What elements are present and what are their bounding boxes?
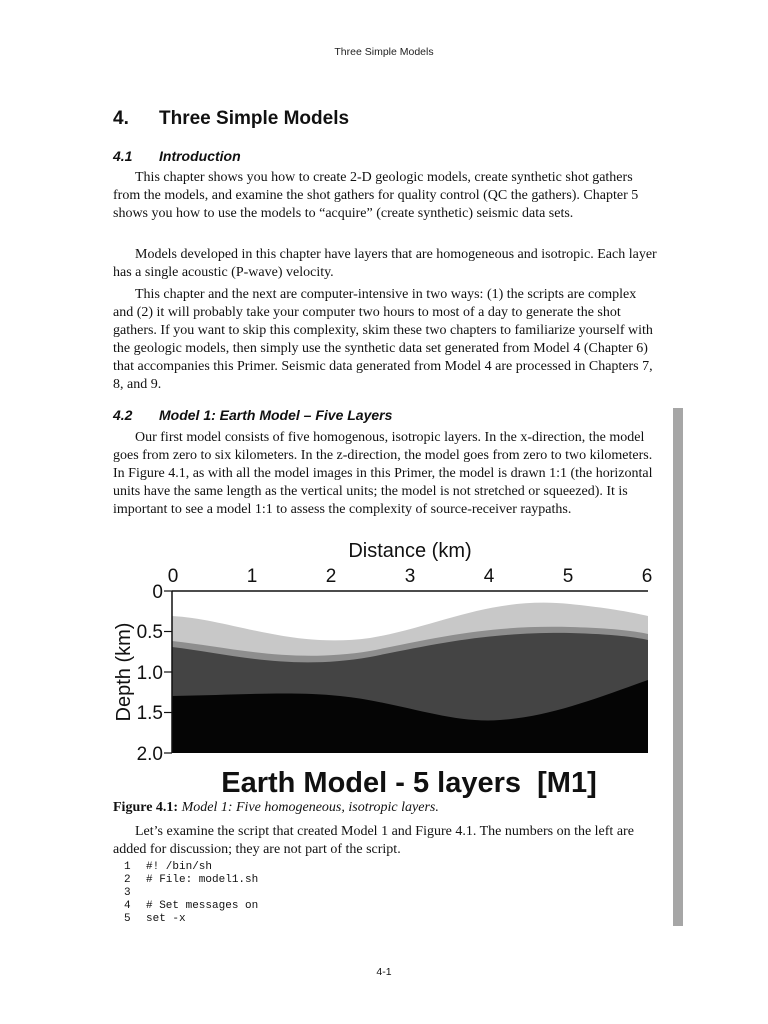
- x-tick-label: 6: [641, 566, 653, 587]
- x-tick-label: 2: [325, 566, 337, 587]
- code-line: [124, 874, 258, 887]
- section-title: Model 1: Earth Model – Five Layers: [159, 407, 393, 423]
- section-heading-4-2: [113, 407, 392, 423]
- plot-title: Earth Model - 5 layers [M1]: [221, 767, 597, 799]
- y-tick-label: 0.5: [136, 622, 163, 643]
- code-line: [124, 900, 258, 913]
- section-heading-4-1: [113, 148, 241, 164]
- code-line: [124, 861, 212, 874]
- section-title: Introduction: [159, 148, 241, 164]
- earth-model-figure: [110, 534, 658, 802]
- line-number: 3: [124, 887, 131, 899]
- line-number: 1: [124, 861, 131, 873]
- y-tick-label: 2.0: [136, 744, 163, 765]
- line-number: 4: [124, 900, 131, 912]
- chapter-title: [113, 108, 349, 130]
- x-tick-label: 3: [404, 566, 416, 587]
- x-tick-label: 5: [562, 566, 574, 587]
- paragraph: Models developed in this chapter have layers that are homogeneous and isotropic. Each layer has a single acoustic (P-wave) velocity.: [113, 247, 657, 280]
- y-tick-label: 1.5: [136, 703, 163, 724]
- running-header: Three Simple Models: [334, 46, 434, 58]
- x-axis-label: Distance (km): [348, 540, 472, 562]
- figure-caption-text: Model 1: Five homogeneous, isotropic layers.: [181, 800, 439, 815]
- paragraph: This chapter shows you how to create 2-D geologic models, create synthetic shot gathers from the models, and examine the shot gathers for quality control (QC the gathers). Chapter 5 shows you how to use the models to “acquire” (create synthetic) seismic data sets.: [113, 170, 639, 221]
- line-number: 5: [124, 913, 131, 925]
- model-layers: [172, 591, 648, 753]
- section-number: 4.1: [113, 148, 133, 164]
- change-bar: [673, 408, 683, 926]
- y-tick-label: 1.0: [136, 663, 163, 684]
- paragraph: Our first model consists of five homogenous, isotropic layers. In the x-direction, the model goes from zero to six kilometers. In the z-direction, the model goes from zero to two kilometers. In Figure 4.1, as with all the model images in this Primer, the model is drawn 1:1 (the horizontal units have the same length as the vertical units; the model is not stretched or squeezed). It is important to see a model 1:1 to assess the complexity of source-receiver raypaths.: [113, 430, 653, 517]
- code-text: # File: model1.sh: [146, 874, 259, 886]
- figure-caption: [113, 800, 439, 816]
- y-tick-label: 0: [152, 582, 163, 603]
- code-line: [124, 887, 146, 900]
- code-line: [124, 913, 186, 926]
- paragraph: This chapter and the next are computer-intensive in two ways: (1) the scripts are complex and (2) it will probably take your computer two hours to most of a day to generate the shot gathers. If you want to skip this complexity, skim these two chapters to familiarize yourself with the geologic models, then simply use the synthetic data set generated from Model 4 (Chapter 6) that accompanies this Primer. Seismic data generated from Model 4 are processed in Chapters 7, 8, and 9.: [113, 287, 653, 392]
- code-text: #! /bin/sh: [146, 861, 213, 873]
- line-number: 2: [124, 874, 131, 886]
- paragraph: Let’s examine the script that created Model 1 and Figure 4.1. The numbers on the left are added for discussion; they are not part of the script.: [113, 824, 634, 857]
- code-text: # Set messages on: [146, 900, 259, 912]
- chapter-number: 4.: [113, 108, 129, 129]
- code-text: set -x: [146, 913, 186, 925]
- page-number: 4-1: [376, 966, 392, 978]
- x-tick-label: 1: [246, 566, 258, 587]
- chapter-title-text: Three Simple Models: [159, 108, 350, 129]
- x-tick-label: 0: [167, 566, 179, 587]
- x-tick-label: 4: [483, 566, 495, 587]
- figure-caption-label: Figure 4.1:: [113, 800, 179, 815]
- y-axis-label: Depth (km): [113, 622, 135, 722]
- section-number: 4.2: [113, 407, 133, 423]
